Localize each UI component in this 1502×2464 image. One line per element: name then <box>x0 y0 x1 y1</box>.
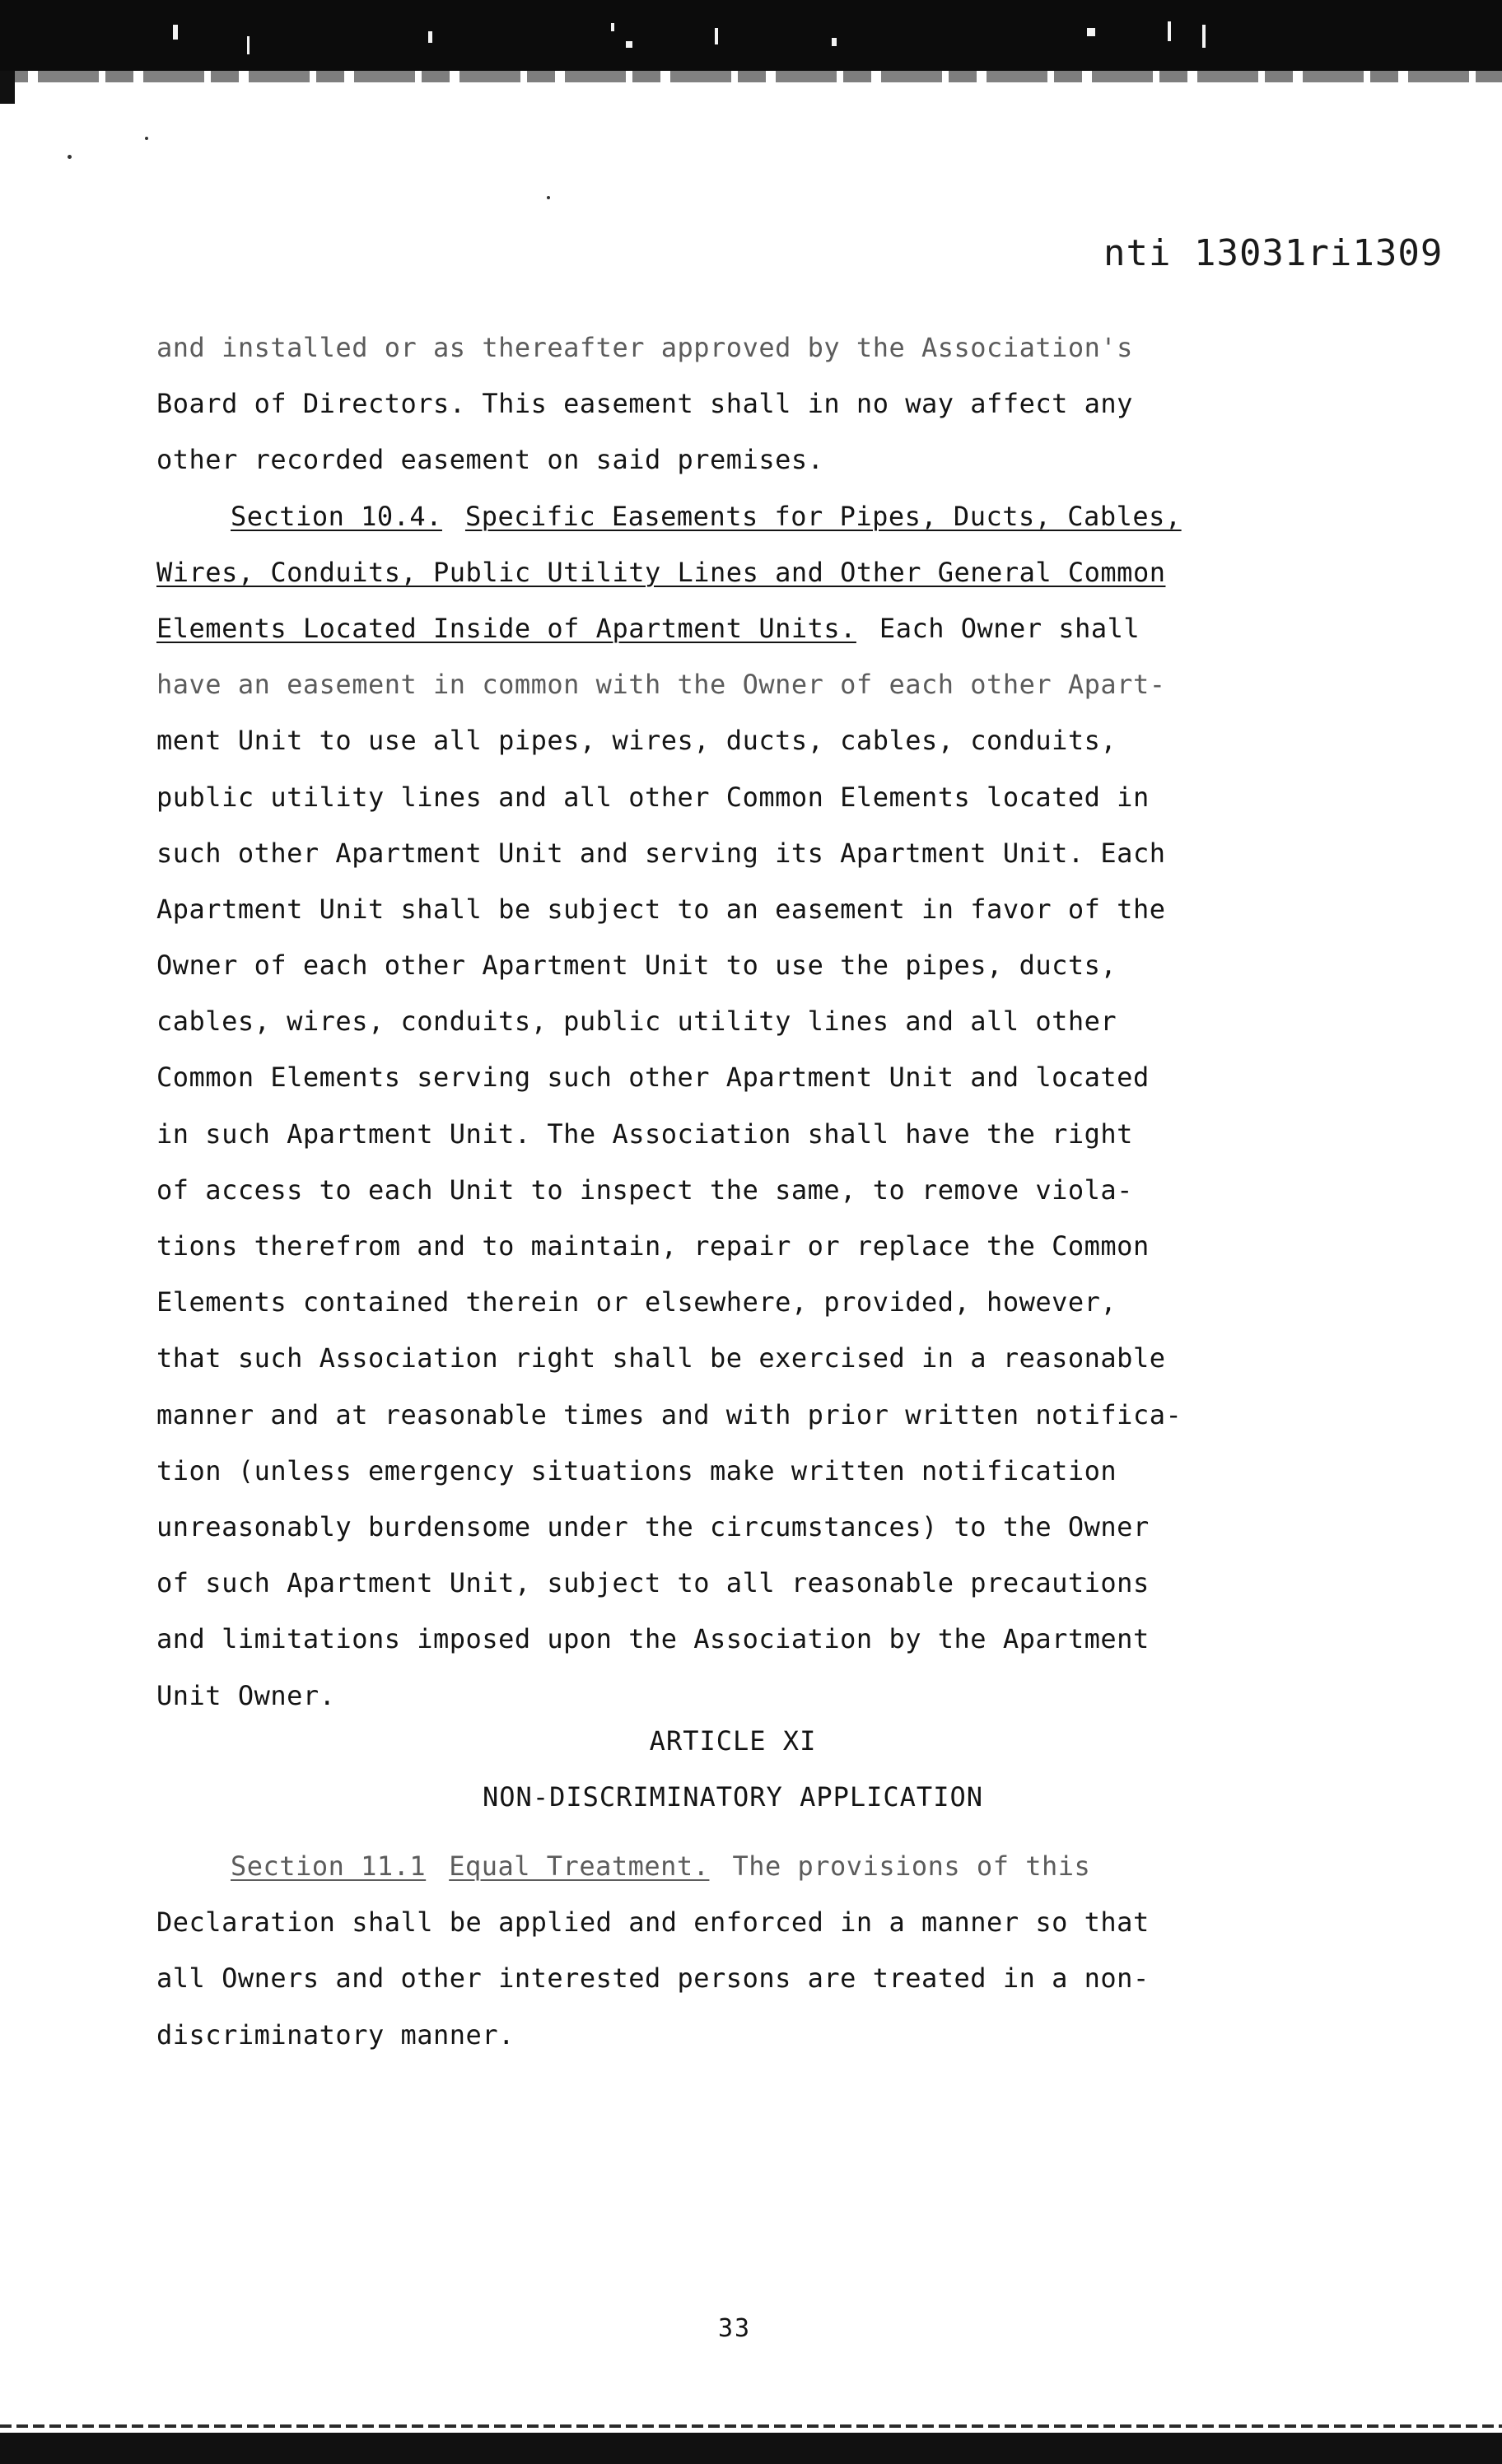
scan-border-top <box>0 0 1502 71</box>
text-line: Common Elements serving such other Apartment Unit and located <box>156 1062 1150 1094</box>
section-10-4-first-line-tail: Each Owner shall <box>879 612 1140 644</box>
text-line: of access to each Unit to inspect the same, to remove viola- <box>156 1174 1133 1206</box>
section-11-1-heading-line <box>156 1838 1342 1894</box>
text-line: other recorded easement on said premises. <box>156 444 824 476</box>
text-line: ment Unit to use all pipes, wires, ducts, cables, conduits, <box>156 725 1117 757</box>
text-line: discriminatory manner. <box>156 2018 515 2051</box>
text-line: tion (unless emergency situations make written notification <box>156 1454 1117 1486</box>
text-line: public utility lines and all other Common Elements located in <box>156 781 1150 813</box>
scan-speck <box>145 137 148 140</box>
article-xi-heading-block <box>156 1713 1309 1825</box>
text-line: Apartment Unit shall be subject to an easement in favor of the <box>156 893 1166 925</box>
scan-border-bottom <box>0 2433 1502 2464</box>
article-heading: ARTICLE XI <box>649 1725 817 1757</box>
article-xi-body <box>156 1838 1342 2063</box>
text-line: manner and at reasonable times and with prior written notifica- <box>156 1398 1182 1430</box>
text-line: in such Apartment Unit. The Association shall have the right <box>156 1118 1133 1150</box>
text-line: tions therefrom and to maintain, repair or replace the Common <box>156 1230 1150 1262</box>
section-10-4-label: Section 10.4. <box>231 500 442 532</box>
text-line: of such Apartment Unit, subject to all reasonable precautions <box>156 1567 1150 1599</box>
recording-reference: nti 13031ri1309 <box>1103 232 1444 274</box>
text-line: unreasonably burdensome under the circumstances) to the Owner <box>156 1510 1150 1542</box>
text-line: such other Apartment Unit and serving its Apartment Unit. Each <box>156 837 1166 869</box>
text-line: Owner of each other Apartment Unit to use the pipes, ducts, <box>156 950 1117 982</box>
text-line: have an easement in common with the Owner of each other Apart- <box>156 669 1166 701</box>
text-line: all Owners and other interested persons are treated in a non- <box>156 1962 1150 1995</box>
section-11-1-first-line-tail: The provisions of this <box>732 1850 1091 1882</box>
article-subheading: NON-DISCRIMINATORY APPLICATION <box>483 1781 983 1813</box>
page-number: 33 <box>717 2314 752 2343</box>
section-10-4-title-part-2: Wires, Conduits, Public Utility Lines and Other General Common <box>156 556 1166 588</box>
section-10-4-heading-line <box>156 488 1342 544</box>
scan-border-bottom-line <box>0 2424 1502 2428</box>
section-11-1-label: Section 11.1 <box>231 1850 427 1882</box>
text-line: Declaration shall be applied and enforced in a manner so that <box>156 1906 1150 1939</box>
document-body <box>156 320 1342 1724</box>
text-line: cables, wires, conduits, public utility lines and all other <box>156 1006 1117 1038</box>
text-line: and installed or as thereafter approved by the Association's <box>156 332 1133 363</box>
text-line: Board of Directors. This easement shall in no way affect any <box>156 388 1133 420</box>
section-10-4-title-part-1: Specific Easements for Pipes, Ducts, Cables, <box>464 500 1182 532</box>
text-line: that such Association right shall be exercised in a reasonable <box>156 1342 1166 1374</box>
section-10-4-title-line-3 <box>156 600 1342 656</box>
text-line: and limitations imposed upon the Association by the Apartment <box>156 1623 1150 1655</box>
scan-speck <box>547 196 550 199</box>
section-10-4-title-part-3: Elements Located Inside of Apartment Units. <box>156 612 856 644</box>
scan-border-top-edge <box>0 71 1502 82</box>
section-11-1-title: Equal Treatment. <box>449 1850 710 1882</box>
scan-corner-mark <box>0 71 15 104</box>
scan-speck <box>68 155 72 159</box>
text-line: Unit Owner. <box>156 1679 336 1711</box>
text-line: Elements contained therein or elsewhere, provided, however, <box>156 1286 1117 1318</box>
